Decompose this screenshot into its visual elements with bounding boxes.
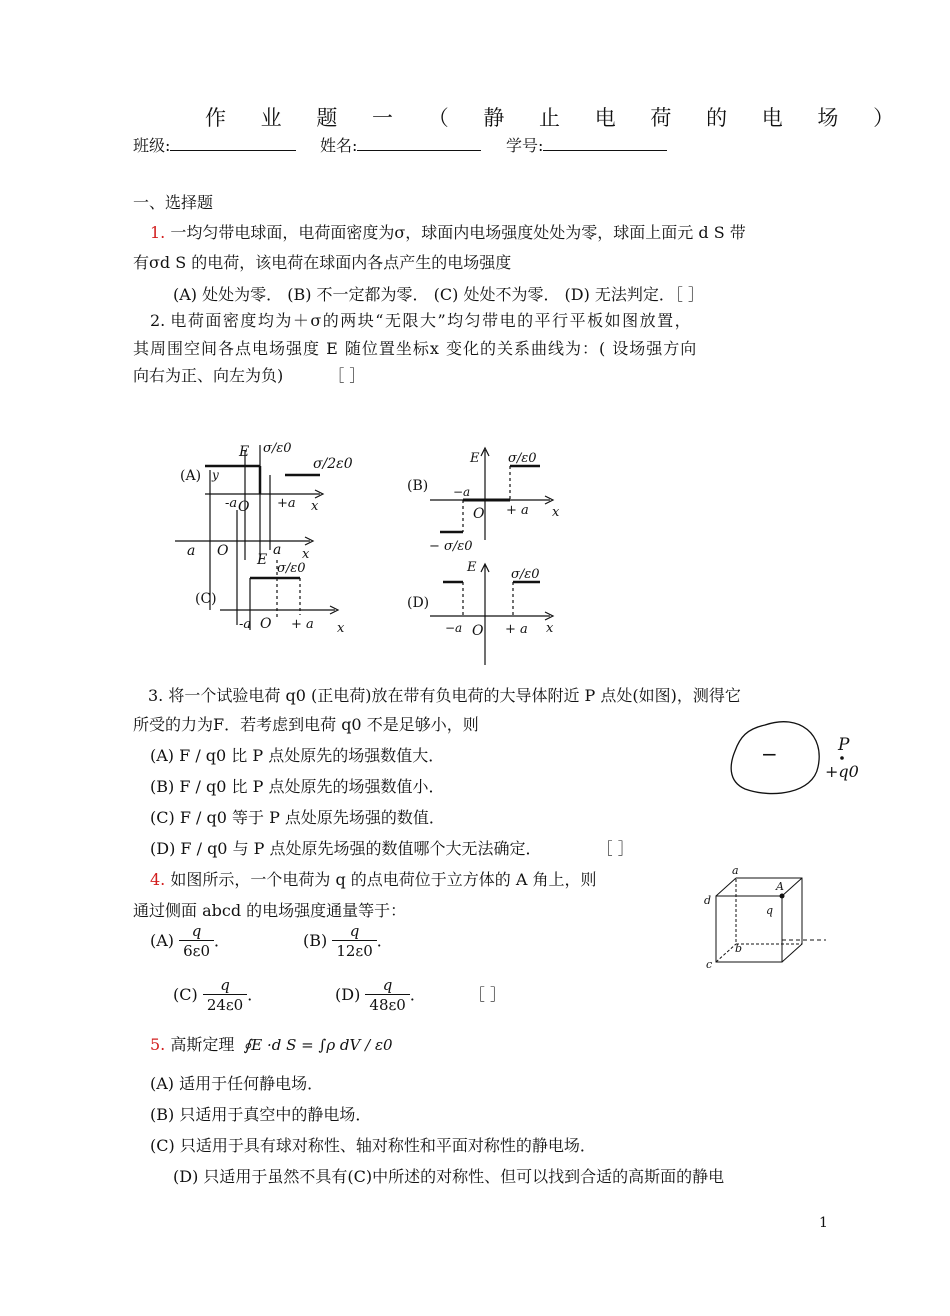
option-label: (A)	[150, 931, 175, 950]
graph-b-level-high: σ/ε0	[508, 451, 537, 466]
graph-c-label: (C)	[195, 591, 217, 607]
graph-c-origin-left: O	[217, 543, 229, 559]
question-2-line2: 其周围空间各点电场强度 E 随位置坐标x 变化的关系曲线为：( 设场强方向	[133, 339, 698, 358]
graph-c-x: x	[337, 621, 345, 636]
cube-corner-a: A	[776, 880, 784, 893]
name-label: 姓名:	[320, 136, 358, 155]
fraction: $\frac{q}{48\varepsilon 0}$	[365, 976, 409, 1015]
graph-c-e: E	[257, 552, 268, 568]
graph-a-label: (A)	[180, 468, 202, 484]
charge-point	[780, 894, 785, 899]
question-3	[148, 683, 741, 706]
q3-option-b: (B) F / q0 比 P 点处原先的场强数值小．	[150, 777, 445, 796]
option-text: (D) F / q0 与 P 点处原先场强的数值哪个大无法确定．	[150, 839, 542, 858]
point-p-dot	[840, 756, 844, 760]
graph-d-level: σ/ε0	[511, 567, 540, 582]
section-heading: 一、选择题	[133, 193, 214, 212]
graph-d-minus-a: −a	[445, 621, 463, 635]
graph-b-x: x	[552, 505, 560, 520]
q4-option-d: (D) $\frac{q}{48\varepsilon 0}$ ． ［ ］	[335, 976, 506, 1014]
question-number: 4.	[150, 870, 166, 889]
cube-c: c	[706, 958, 713, 971]
graph-b-e: E	[470, 451, 480, 466]
name-field[interactable]	[320, 133, 481, 156]
graph-a-y: y	[212, 468, 219, 482]
question-text: 如图所示，一个电荷为 q 的点电荷位于立方体的 A 角上，则	[170, 870, 597, 889]
point-p-label: P	[838, 735, 850, 755]
q5-option-c: (C) 只适用于具有球对称性、轴对称性和平面对称性的静电场．	[150, 1136, 596, 1155]
graph-d-plus-a: + a	[505, 622, 528, 637]
q3-option-d	[150, 836, 634, 859]
page-title: 作 业 题 一 （ 静 止 电 荷 的 电 场 ）	[205, 106, 909, 130]
q4-option-c: (C) $\frac{q}{24\varepsilon 0}$ ．	[173, 976, 264, 1014]
q4-option-b: (B) $\frac{q}{12\varepsilon 0}$ ．	[303, 922, 393, 960]
q5-option-a: (A) 适用于任何静电场．	[150, 1074, 324, 1093]
question-text: 电荷面密度均为＋σ的两块“无限大”均匀带电的平行平板如图放置，	[170, 311, 693, 330]
q3-option-a: (A) F / q0 比 P 点处原先的场强数值大．	[150, 746, 445, 765]
q3-option-c: (C) F / q0 等于 P 点处原先场强的数值．	[150, 808, 445, 827]
graph-a-origin: O	[238, 499, 250, 515]
graph-c-a-left: a	[187, 543, 196, 559]
figure-conductor	[725, 715, 865, 800]
fraction: $\frac{q}{6\varepsilon 0}$	[179, 922, 214, 961]
cube-d: d	[704, 894, 712, 907]
graph-d-e: E	[467, 560, 477, 575]
graph-d-x: x	[546, 621, 554, 636]
class-label: 班级:	[133, 136, 171, 155]
q5-option-b: (B) 只适用于真空中的静电场．	[150, 1105, 372, 1124]
graph-c-x-left: x	[302, 547, 310, 562]
question-text: 将一个试验电荷 q0 (正电荷)放在带有负电荷的大导体附近 P 点处(如图)，测得它	[168, 686, 741, 705]
question-number: 5.	[150, 1035, 166, 1054]
graph-a-level-high: σ/ε0	[263, 441, 292, 456]
page-number: 1	[819, 1215, 828, 1231]
figure-cube	[700, 862, 830, 972]
graph-b-minus-a: −a	[453, 485, 471, 499]
q4-option-a: (A) $\frac{q}{6\varepsilon 0}$ ．	[150, 922, 231, 960]
conductor-charge-sign: −	[761, 742, 778, 766]
fraction: $\frac{q}{24\varepsilon 0}$	[203, 976, 247, 1015]
graph-b-plus-a: + a	[506, 503, 529, 518]
graph-b-label: (B)	[407, 478, 429, 494]
graph-c-minus-a: -a	[239, 617, 252, 632]
cube-charge-q: q	[766, 904, 774, 917]
gauss-formula: ∮E ·d S = ∫ρ dV / ε0	[243, 1036, 393, 1054]
question-number: 3.	[148, 686, 164, 705]
graph-c-origin: O	[260, 616, 272, 632]
question-text: 向右为正、向左为负)	[133, 366, 284, 385]
cube-b: b	[735, 942, 743, 955]
question-3-line2: 所受的力为F．若考虑到电荷 q0 不是足够小，则	[133, 715, 479, 734]
answer-bracket[interactable]: ［ ］	[596, 839, 634, 858]
graph-c-level: σ/ε0	[277, 561, 306, 576]
question-1-line2: 有σd S 的电荷，该电荷在球面内各点产生的电场强度	[133, 253, 512, 272]
graph-d-label: (D)	[407, 595, 430, 611]
question-4-line2: 通过侧面 abcd 的电场强度通量等于：	[133, 901, 407, 920]
answer-bracket[interactable]: ［ ］	[328, 366, 366, 385]
cube-a: a	[732, 864, 739, 877]
q5-option-d: (D) 只适用于虽然不具有(C)中所述的对称性、但可以找到合适的高斯面的静电	[173, 1167, 725, 1186]
graph-a-level-low: σ/2ε0	[313, 456, 353, 472]
question-number: 1.	[150, 223, 166, 242]
graph-c-plus-a: + a	[291, 617, 314, 632]
question-text: 一均匀带电球面，电荷面密度为σ，球面内电场强度处处为零，球面上面元 d S 带	[170, 223, 746, 242]
graph-a-e: E	[239, 444, 250, 460]
test-charge-label: +q0	[825, 762, 859, 781]
question-1-options: (A) 处处为零． (B) 不一定都为零． (C) 处处不为零． (D) 无法判定．［ ］	[173, 285, 705, 304]
question-text: 高斯定理	[170, 1035, 235, 1054]
question-1	[150, 220, 746, 243]
graph-d-origin: O	[472, 623, 484, 639]
id-label: 学号:	[506, 136, 544, 155]
option-label: (B)	[303, 931, 328, 950]
graph-a-minus-a: -a	[225, 496, 238, 511]
class-field[interactable]	[133, 133, 296, 156]
answer-bracket[interactable]: ［ ］	[468, 985, 506, 1004]
graph-a-x: x	[311, 499, 319, 514]
graph-c-a-right: a	[273, 542, 282, 558]
question-5	[150, 1032, 393, 1055]
graph-a-plus-a: +a	[277, 496, 296, 511]
graph-b-origin: O	[473, 506, 485, 522]
option-label: (C)	[173, 985, 198, 1004]
id-field[interactable]	[506, 133, 667, 156]
fraction: $\frac{q}{12\varepsilon 0}$	[332, 922, 376, 961]
graph-b-level-low: − σ/ε0	[429, 539, 473, 554]
question-number: 2.	[150, 311, 166, 330]
question-2-line3	[133, 363, 365, 386]
option-label: (D)	[335, 985, 361, 1004]
figure-graphs	[165, 430, 585, 670]
question-2	[150, 308, 692, 331]
question-4	[150, 867, 597, 890]
